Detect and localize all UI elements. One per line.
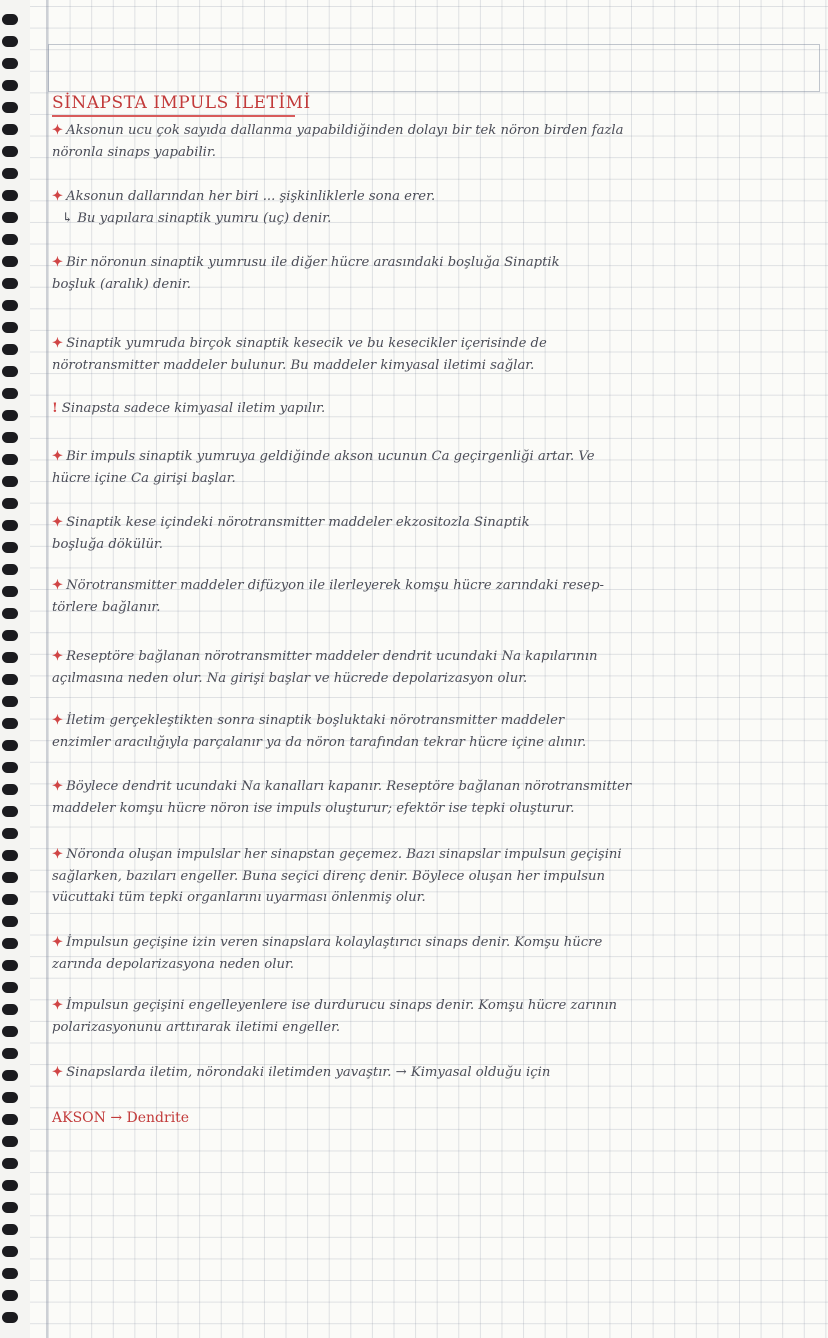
spiral-hole <box>2 806 18 817</box>
spiral-hole <box>2 102 18 113</box>
title-underline <box>52 115 295 117</box>
star-icon: ✦ <box>52 935 64 950</box>
note-line: Bir impuls sinaptik yumruya geldiğinde akson ucunun Ca geçirgenliği artar. Ve <box>66 449 595 464</box>
note-line: açılmasına neden olur. Na girişi başlar ve hücrede depolarizasyon olur. <box>52 670 528 686</box>
note-line: boşluk (aralık) denir. <box>52 276 191 292</box>
spiral-hole <box>2 388 18 399</box>
spiral-hole <box>2 322 18 333</box>
note-line: Reseptöre bağlanan nörotransmitter maddeler dendrit ucundaki Na kapılarının <box>66 649 598 664</box>
spiral-hole <box>2 608 18 619</box>
spiral-hole <box>2 1202 18 1213</box>
note-7 <box>52 512 802 555</box>
spiral-hole <box>2 762 18 773</box>
star-icon: ✦ <box>52 1065 64 1080</box>
spiral-hole <box>2 300 18 311</box>
spiral-hole <box>2 344 18 355</box>
star-icon: ✦ <box>52 713 64 728</box>
spiral-hole <box>2 14 18 25</box>
spiral-hole <box>2 168 18 179</box>
spiral-hole <box>2 784 18 795</box>
spiral-hole <box>2 960 18 971</box>
note-4 <box>52 333 802 376</box>
note-line: İmpulsun geçişine izin veren sinapslara kolaylaştırıcı sinaps denir. Komşu hücre <box>66 935 603 950</box>
header-box <box>48 44 820 92</box>
spiral-hole <box>2 674 18 685</box>
note-line: Aksonun ucu çok sayıda dallanma yapabildiğinden dolayı bir tek nöron birden fazla <box>66 123 624 138</box>
spiral-hole <box>2 1048 18 1059</box>
spiral-hole <box>2 1158 18 1169</box>
note-9 <box>52 646 802 689</box>
note-line: Sinapsta sadece kimyasal iletim yapılır. <box>61 401 326 416</box>
spiral-hole <box>2 146 18 157</box>
spiral-hole <box>2 850 18 861</box>
spiral-hole <box>2 1070 18 1081</box>
note-line: polarizasyonunu arttırarak iletimi engeller. <box>52 1019 341 1035</box>
note-11 <box>52 776 802 819</box>
note-line: Aksonun dallarından her biri ... şişkinliklerle sona erer. <box>66 189 436 204</box>
spiral-hole <box>2 652 18 663</box>
spiral-hole <box>2 1312 18 1323</box>
spiral-hole <box>2 454 18 465</box>
note-line: törlere bağlanır. <box>52 599 161 615</box>
note-line: İmpulsun geçişini engelleyenlere ise durdurucu sinaps denir. Komşu hücre zarının <box>66 998 618 1013</box>
spiral-hole <box>2 1180 18 1191</box>
spiral-hole <box>2 498 18 509</box>
star-icon: ✦ <box>52 515 64 530</box>
spiral-hole <box>2 1224 18 1235</box>
note-line: Sinapslarda iletim, nörondaki iletimden yavaştır. → Kimyasal olduğu için <box>66 1065 551 1080</box>
spiral-hole <box>2 982 18 993</box>
note-line: hücre içine Ca girişi başlar. <box>52 470 236 486</box>
direction-note: AKSON → Dendrite <box>52 1110 190 1126</box>
note-line: enzimler aracılığıyla parçalanır ya da nöron tarafından tekrar hücre içine alınır. <box>52 734 587 750</box>
note-line: Nörotransmitter maddeler difüzyon ile ilerleyerek komşu hücre zarındaki resep- <box>66 578 604 593</box>
note-8 <box>52 575 802 618</box>
spiral-hole <box>2 586 18 597</box>
spiral-hole <box>2 1026 18 1037</box>
spiral-hole <box>2 1004 18 1015</box>
spiral-hole <box>2 740 18 751</box>
spiral-hole <box>2 696 18 707</box>
spiral-hole <box>2 872 18 883</box>
spiral-hole <box>2 1246 18 1257</box>
spiral-hole <box>2 718 18 729</box>
note-line: Nöronda oluşan impulslar her sinapstan geçemez. Bazı sinapslar impulsun geçişini <box>66 847 622 862</box>
spiral-hole <box>2 542 18 553</box>
note-line: vücuttaki tüm tepki organlarını uyarması önlenmiş olur. <box>52 890 426 906</box>
note-line: boşluğa dökülür. <box>52 536 163 552</box>
spiral-hole <box>2 938 18 949</box>
note-14 <box>52 995 802 1038</box>
warning-icon: ! <box>52 401 58 416</box>
spiral-hole <box>2 366 18 377</box>
note-line: İletim gerçekleştikten sonra sinaptik boşluktaki nörotransmitter maddeler <box>66 713 565 728</box>
note-line: Böylece dendrit ucundaki Na kanalları kapanır. Reseptöre bağlanan nörotransmitter <box>66 779 632 794</box>
spiral-hole <box>2 828 18 839</box>
note-1 <box>52 120 802 163</box>
note-6 <box>52 446 802 489</box>
spiral-hole <box>2 894 18 905</box>
star-icon: ✦ <box>52 847 64 862</box>
note-10 <box>52 710 802 753</box>
spiral-hole <box>2 256 18 267</box>
star-icon: ✦ <box>52 189 64 204</box>
star-icon: ✦ <box>52 779 64 794</box>
note-5 <box>52 398 802 420</box>
spiral-hole <box>2 1136 18 1147</box>
spiral-hole <box>2 432 18 443</box>
note-2 <box>52 186 802 229</box>
spiral-hole <box>2 916 18 927</box>
spiral-hole <box>2 190 18 201</box>
note-line: maddeler komşu hücre nöron ise impuls oluşturur; efektör ise tepki oluşturur. <box>52 800 575 816</box>
spiral-hole <box>2 1092 18 1103</box>
spiral-hole <box>2 234 18 245</box>
spiral-hole <box>2 80 18 91</box>
spiral-hole <box>2 36 18 47</box>
note-3 <box>52 252 802 295</box>
star-icon: ✦ <box>52 123 64 138</box>
note-12 <box>52 844 802 909</box>
margin-line <box>46 0 48 1338</box>
note-line: nöronla sinaps yapabilir. <box>52 144 216 160</box>
spiral-hole <box>2 520 18 531</box>
note-line: sağlarken, bazıları engeller. Buna seçici direnç denir. Böylece oluşan her impulsun <box>52 868 606 884</box>
spiral-hole <box>2 1114 18 1125</box>
note-line: Bir nöronun sinaptik yumrusu ile diğer hücre arasındaki boşluğa Sinaptik <box>66 255 560 270</box>
spiral-hole <box>2 58 18 69</box>
star-icon: ✦ <box>52 255 64 270</box>
note-line: nörotransmitter maddeler bulunur. Bu maddeler kimyasal iletimi sağlar. <box>52 357 535 373</box>
spiral-binding <box>0 0 30 1338</box>
spiral-hole <box>2 476 18 487</box>
note-line: ↳ Bu yapılara sinaptik yumru (uç) denir. <box>62 210 332 226</box>
spiral-hole <box>2 1290 18 1301</box>
page-title: SİNAPSTA IMPULS İLETİMİ <box>52 93 311 113</box>
note-line: zarında depolarizasyona neden olur. <box>52 956 294 972</box>
star-icon: ✦ <box>52 649 64 664</box>
note-line: Sinaptik yumruda birçok sinaptik kesecik ve bu kesecikler içerisinde de <box>66 336 547 351</box>
star-icon: ✦ <box>52 449 64 464</box>
spiral-hole <box>2 212 18 223</box>
spiral-hole <box>2 630 18 641</box>
note-13 <box>52 932 802 975</box>
spiral-hole <box>2 124 18 135</box>
note-line: Sinaptik kese içindeki nörotransmitter maddeler ekzositozla Sinaptik <box>66 515 530 530</box>
spiral-hole <box>2 278 18 289</box>
star-icon: ✦ <box>52 336 64 351</box>
note-15 <box>52 1062 802 1084</box>
spiral-hole <box>2 1268 18 1279</box>
spiral-hole <box>2 410 18 421</box>
star-icon: ✦ <box>52 578 64 593</box>
star-icon: ✦ <box>52 998 64 1013</box>
spiral-hole <box>2 564 18 575</box>
